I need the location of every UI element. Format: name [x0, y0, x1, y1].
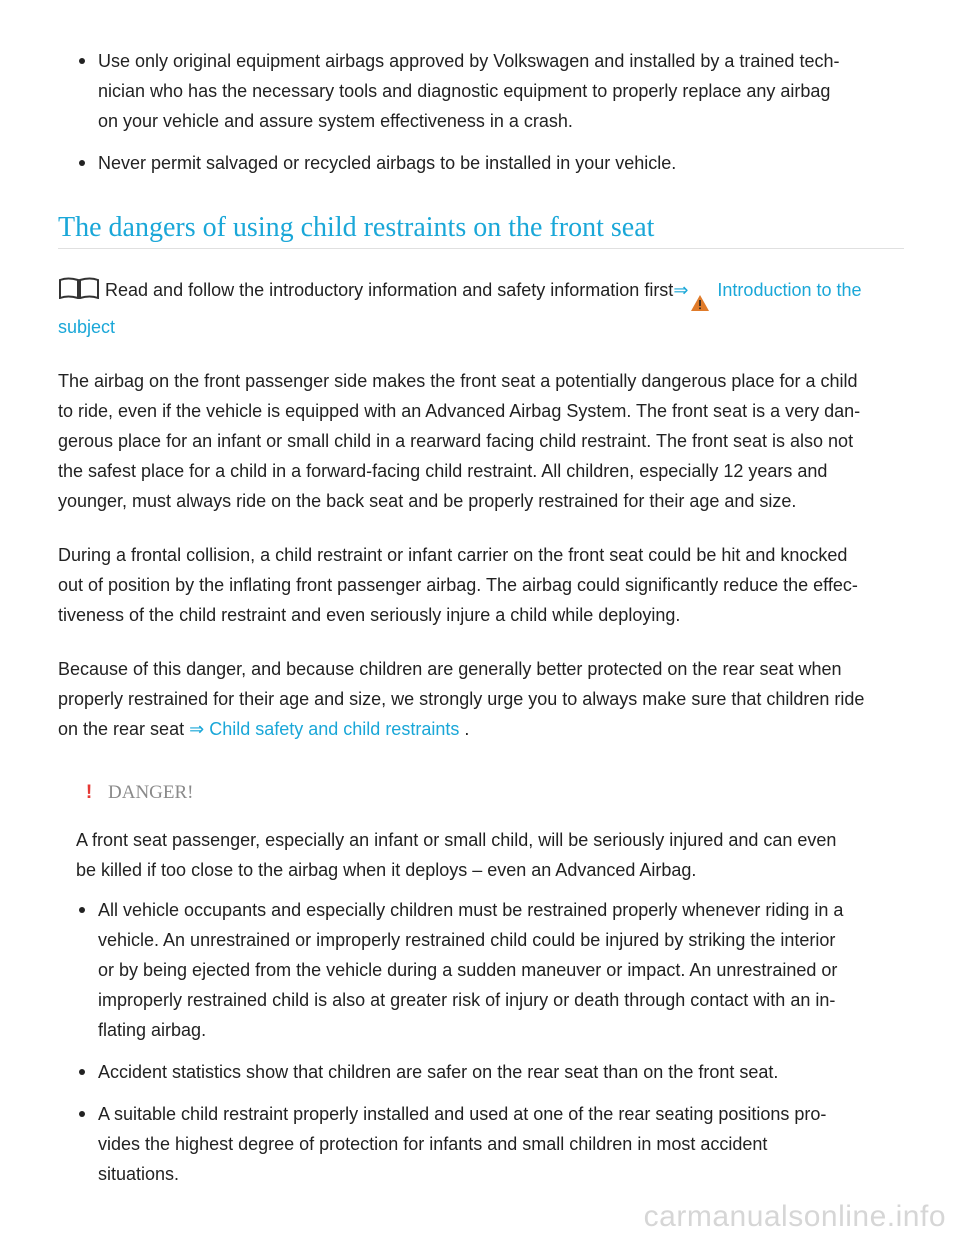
paragraph-rear-seat [58, 654, 908, 744]
bullet-dot [79, 160, 85, 166]
bullet-item [0, 1057, 900, 1087]
child-safety-link[interactable]: Child safety and child restraints [209, 719, 460, 739]
intro-line [58, 275, 908, 312]
warning-triangle-icon [690, 294, 710, 312]
bullet-line: flating airbag. [98, 1020, 207, 1040]
paragraph-line [58, 714, 908, 744]
book-icon [58, 277, 100, 299]
danger-label: DANGER! [108, 782, 194, 803]
paragraph-airbag-danger [58, 366, 908, 516]
bullet-line: vehicle. An unrestrained or improperly restrained child could be injured by striking the interior [98, 930, 836, 950]
intro-paragraph [58, 275, 908, 342]
bullet-dot [79, 907, 85, 913]
bullet-dot [79, 58, 85, 64]
top-bullet-list [0, 46, 900, 178]
intro-link[interactable]: Introduction to the [717, 280, 862, 300]
danger-header [74, 778, 194, 808]
danger-line: be killed if too close to the airbag when it deploys – even an Advanced Airbag. [76, 860, 697, 880]
paragraph-line: to ride, even if the vehicle is equipped with an Advanced Airbag System. The front seat is a very dan- [58, 401, 861, 421]
watermark: carmanualsonline.info [643, 1200, 946, 1233]
paragraph-line: During a frontal collision, a child restraint or infant carrier on the front seat could be hit and knocked [58, 545, 848, 565]
bullet-item [0, 895, 900, 1045]
paragraph-line: The airbag on the front passenger side makes the front seat a potentially dangerous place for a child [58, 371, 858, 391]
bullet-line: situations. [98, 1164, 180, 1184]
bullet-line: A suitable child restraint properly installed and used at one of the rear seating positions pro- [98, 1104, 827, 1124]
intro-text: Read and follow the introductory information and safety information first [105, 280, 674, 300]
bullet-line: vides the highest degree of protection for infants and small children in most accident [98, 1134, 768, 1154]
danger-icon: ! [85, 782, 93, 803]
bullet-line: improperly restrained child is also at greater risk of injury or death through contact with an in- [98, 990, 836, 1010]
paragraph-line: younger, must always ride on the back seat and be properly restrained for their age and size. [58, 491, 797, 511]
bullet-dot [79, 1069, 85, 1075]
paragraph-line: Because of this danger, and because children are generally better protected on the rear seat when [58, 659, 842, 679]
danger-bullet-list [0, 895, 900, 1189]
rear-seat-suffix: . [464, 719, 470, 739]
danger-text [76, 825, 916, 885]
paragraph-line: the safest place for a child in a forward-facing child restraint. All children, especially 12 years and [58, 461, 828, 481]
bullet-line: or by being ejected from the vehicle during a sudden maneuver or impact. An unrestrained or [98, 960, 838, 980]
bullet-item [0, 46, 900, 136]
section-title: The dangers of using child restraints on the front seat [58, 208, 904, 249]
bullet-line: All vehicle occupants and especially children must be restrained properly whenever riding in a [98, 900, 844, 920]
paragraph-line: properly restrained for their age and size, we strongly urge you to always make sure that children ride [58, 689, 865, 709]
rear-seat-prefix: on the rear seat [58, 719, 185, 739]
bullet-item [0, 148, 900, 178]
bullet-line: nician who has the necessary tools and diagnostic equipment to properly replace any airbag [98, 81, 831, 101]
bullet-line: Never permit salvaged or recycled airbags to be installed in your vehicle. [98, 153, 677, 173]
child-safety-arrow-link[interactable]: ⇒ [189, 719, 205, 739]
paragraph-line: out of position by the inflating front passenger airbag. The airbag could significantly reduce the effec- [58, 575, 858, 595]
intro-link-continued[interactable]: subject [58, 317, 116, 337]
paragraph-frontal-collision [58, 540, 908, 630]
bullet-line: Use only original equipment airbags approved by Volkswagen and installed by a trained tech- [98, 51, 840, 71]
bullet-item [0, 1099, 900, 1189]
paragraph-line: gerous place for an infant or small child in a rearward facing child restraint. The front seat is also not [58, 431, 854, 451]
bullet-line: Accident statistics show that children are safer on the rear seat than on the front seat. [98, 1062, 779, 1082]
paragraph-line: tiveness of the child restraint and even seriously injure a child while deploying. [58, 605, 681, 625]
danger-line: A front seat passenger, especially an infant or small child, will be seriously injured and can even [76, 830, 837, 850]
bullet-dot [79, 1111, 85, 1117]
intro-arrow-link[interactable]: ⇒ [673, 280, 689, 300]
bullet-line: on your vehicle and assure system effectiveness in a crash. [98, 111, 573, 131]
